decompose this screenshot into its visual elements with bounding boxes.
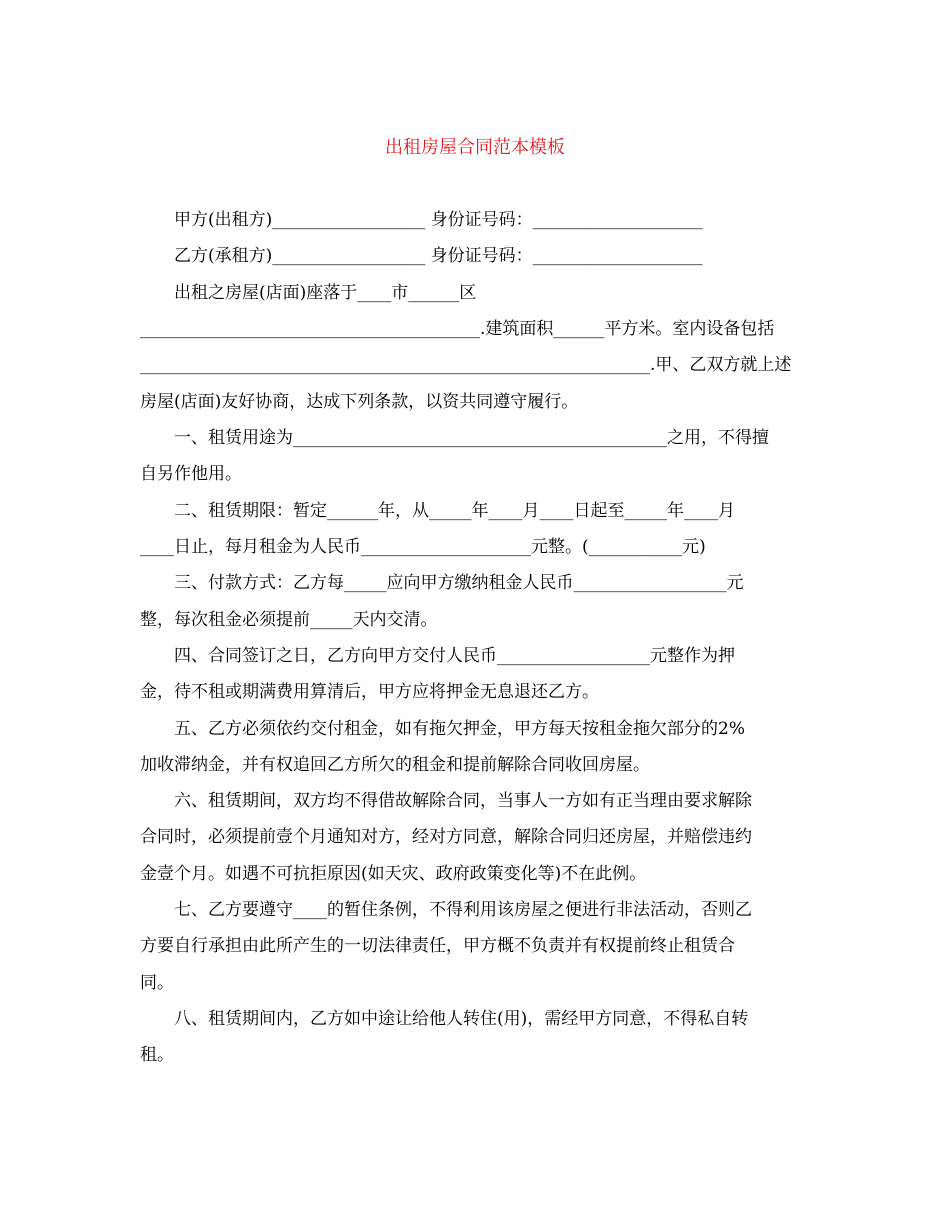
paragraph-line: 租。: [140, 1045, 174, 1065]
paragraph-line: 自另作他用。: [140, 464, 242, 484]
clause-7-line: 七、乙方要遵守____的暂住条例，不得利用该房屋之便进行非法活动，否则乙: [174, 900, 752, 920]
clause-6-line: 六、租赁期间，双方均不得借故解除合同，当事人一方如有正当理由要求解除: [174, 791, 752, 811]
paragraph-line: 金，待不租或期满费用算清后，甲方应将押金无息退还乙方。: [140, 682, 599, 702]
party-b-line: 乙方(承租方)__________________ 身份证号码：____________________: [174, 246, 703, 266]
paragraph-line: 出租之房屋(店面)座落于____市______区: [174, 283, 477, 303]
clause-5-line: 五、乙方必须依约交付租金，如有拖欠押金，甲方每天按租金拖欠部分的2%: [174, 719, 745, 739]
paragraph-line: ____________________________________________________________.甲、乙双方就上述: [140, 355, 792, 375]
paragraph-line: 方要自行承担由此所产生的一切法律责任，甲方概不负责并有权提前终止租赁合: [140, 936, 735, 956]
clause-1-line: 一、租赁用途为____________________________________________之用，不得擅: [174, 428, 769, 448]
clause-4-line: 四、合同签订之日，乙方向甲方交付人民币__________________元整作为押: [174, 646, 735, 666]
paragraph-line: ________________________________________.建筑面积______平方米。室内设备包括: [140, 319, 775, 339]
paragraph-line: 金壹个月。如遇不可抗拒原因(如天灾、政府政策变化等)不在此例。: [140, 864, 647, 884]
clause-3-line: 三、付款方式：乙方每_____应向甲方缴纳租金人民币__________________元: [174, 573, 744, 593]
party-a-line: 甲方(出租方)__________________ 身份证号码：____________________: [174, 210, 703, 230]
document-title: 出租房屋合同范本模板: [385, 137, 565, 158]
paragraph-line: 合同时，必须提前壹个月通知对方，经对方同意，解除合同归还房屋，并赔偿违约: [140, 827, 752, 847]
paragraph-line: 加收滞纳金，并有权追回乙方所欠的租金和提前解除合同收回房屋。: [140, 755, 650, 775]
clause-8-line: 八、租赁期间内，乙方如中途让给他人转住(用)，需经甲方同意，不得私自转: [174, 1009, 749, 1029]
clause-2-line: 二、租赁期限：暂定______年，从_____年____月____日起至_____年____月: [174, 501, 735, 521]
paragraph-line: 房屋(店面)友好协商，达成下列条款，以资共同遵守履行。: [140, 392, 579, 412]
paragraph-line: 同。: [140, 973, 174, 993]
paragraph-line: ____日止，每月租金为人民币____________________元整。(___________元): [140, 537, 706, 557]
paragraph-line: 整，每次租金必须提前_____天内交清。: [140, 610, 438, 630]
